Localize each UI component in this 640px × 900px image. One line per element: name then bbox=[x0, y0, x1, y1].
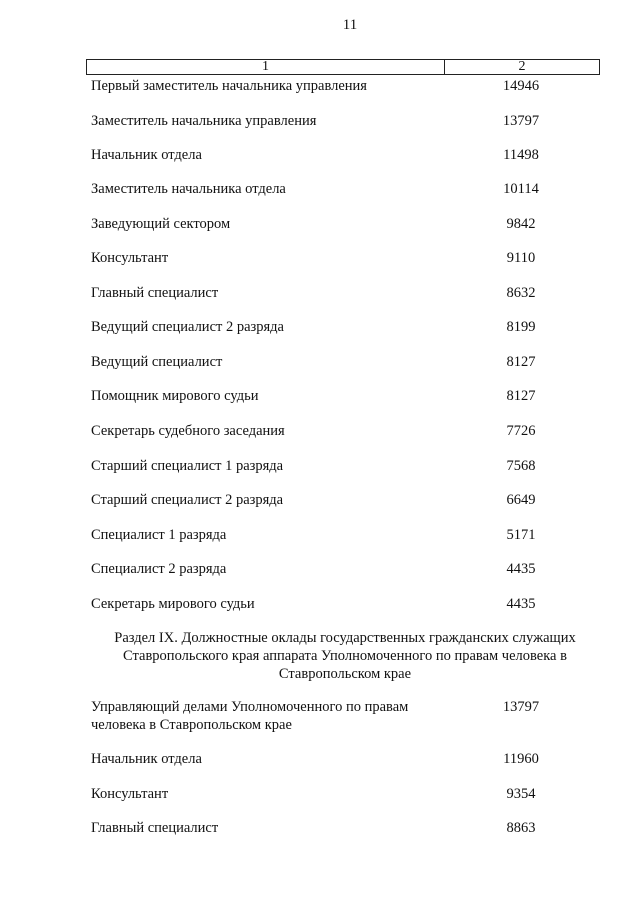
salary-value: 13797 bbox=[502, 699, 540, 715]
position-name: Первый заместитель начальника управления bbox=[91, 78, 367, 94]
position-name: Секретарь судебного заседания bbox=[91, 423, 285, 439]
position-name: Главный специалист bbox=[91, 285, 219, 301]
position-name: Помощник мирового судьи bbox=[91, 388, 259, 404]
salary-value: 9842 bbox=[506, 216, 536, 232]
salary-value: 9354 bbox=[506, 786, 536, 802]
salary-value: 11498 bbox=[503, 147, 539, 163]
salary-value: 8127 bbox=[506, 354, 536, 370]
position-name: Секретарь мирового судьи bbox=[91, 596, 255, 612]
section-title: Раздел IX. Должностные оклады государственных гражданских служащих Ставропольского края аппарата Уполномоченного по правам человека в Ставропольском крае bbox=[114, 630, 576, 682]
position-name: Управляющий делами Уполномоченного по правам человека в Ставропольском крае bbox=[91, 699, 409, 733]
salary-value: 4435 bbox=[506, 561, 536, 577]
table-header bbox=[86, 59, 600, 75]
salary-value: 8632 bbox=[506, 285, 536, 301]
salary-value: 5171 bbox=[506, 527, 536, 543]
position-name: Ведущий специалист bbox=[91, 354, 223, 370]
position-name: Специалист 1 разряда bbox=[91, 527, 227, 543]
salary-value: 4435 bbox=[506, 596, 536, 612]
salary-value: 14946 bbox=[502, 78, 540, 94]
position-name: Заведующий сектором bbox=[91, 216, 231, 232]
salary-value: 9110 bbox=[506, 250, 536, 266]
position-name: Заместитель начальника отдела bbox=[91, 181, 286, 197]
position-name: Начальник отдела bbox=[91, 751, 202, 767]
salary-value: 8127 bbox=[506, 388, 536, 404]
position-name: Главный специалист bbox=[91, 820, 219, 836]
salary-value: 6649 bbox=[506, 492, 536, 508]
salary-value: 8199 bbox=[506, 319, 536, 335]
column-1-header: 1 bbox=[87, 60, 445, 74]
salary-value: 7726 bbox=[506, 423, 536, 439]
salary-value: 8863 bbox=[506, 820, 536, 836]
position-name: Начальник отдела bbox=[91, 147, 202, 163]
salary-value: 13797 bbox=[502, 113, 540, 129]
position-name: Заместитель начальника управления bbox=[91, 113, 317, 129]
position-name: Старший специалист 2 разряда bbox=[91, 492, 284, 508]
salary-value: 7568 bbox=[506, 458, 536, 474]
position-name: Специалист 2 разряда bbox=[91, 561, 227, 577]
position-name: Консультант bbox=[91, 250, 169, 266]
position-name: Ведущий специалист 2 разряда bbox=[91, 319, 284, 335]
position-name: Старший специалист 1 разряда bbox=[91, 458, 284, 474]
salary-value: 10114 bbox=[503, 181, 539, 197]
column-2-header: 2 bbox=[518, 59, 526, 74]
salary-value: 11960 bbox=[503, 751, 539, 767]
page-number: 11 bbox=[342, 17, 358, 33]
position-name: Консультант bbox=[91, 786, 169, 802]
